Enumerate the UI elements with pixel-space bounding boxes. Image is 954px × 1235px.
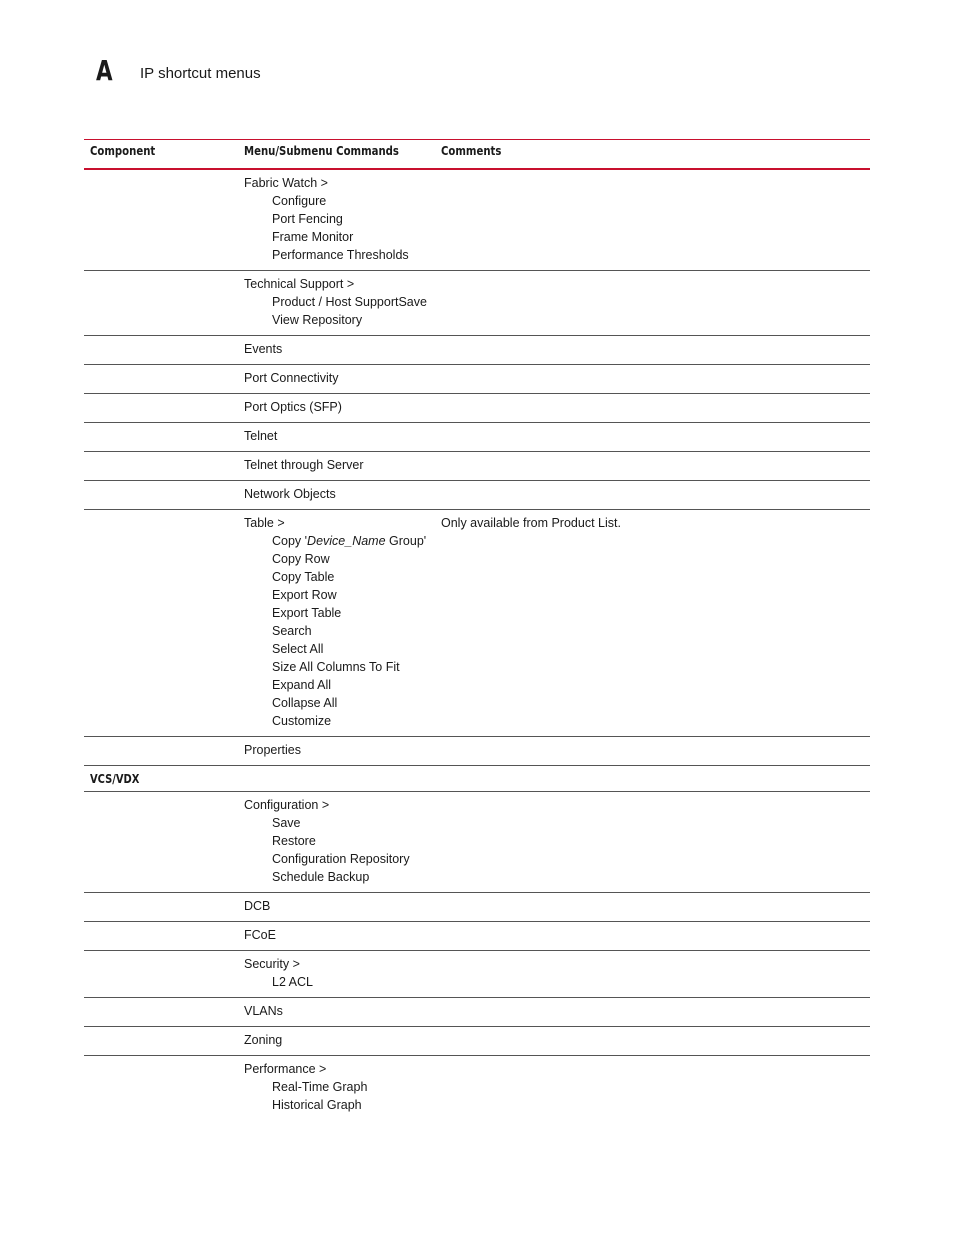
menu-command: Technical Support > <box>244 277 355 291</box>
table-row <box>84 510 870 737</box>
appendix-letter: A <box>96 54 113 87</box>
menu-command: Events <box>244 342 283 356</box>
table-row <box>84 452 870 481</box>
submenu-item: Save <box>272 816 301 830</box>
submenu-item: Copy Row <box>272 552 330 566</box>
submenu-item: Copy Table <box>272 570 335 584</box>
command-cell <box>84 170 870 270</box>
menu-command: FCoE <box>244 928 276 942</box>
submenu-item: Product / Host SupportSave <box>272 295 427 309</box>
submenu-item: Real-Time Graph <box>272 1080 368 1094</box>
command-cell <box>84 452 870 480</box>
menu-command: VLANs <box>244 1004 283 1018</box>
menu-command: Configuration > <box>244 798 330 812</box>
table-row <box>84 893 870 922</box>
submenu-item: Configuration Repository <box>272 852 410 866</box>
table-row <box>84 951 870 998</box>
table-row <box>84 922 870 951</box>
table-row <box>84 481 870 510</box>
command-cell <box>84 481 870 509</box>
submenu-item: Export Row <box>272 588 337 602</box>
menu-command: Fabric Watch > <box>244 176 328 190</box>
page-header-title: IP shortcut menus <box>140 65 261 82</box>
shortcut-menu-table <box>84 139 870 1120</box>
table-row <box>84 394 870 423</box>
command-cell <box>84 423 870 451</box>
menu-command: Table > <box>244 516 285 530</box>
command-cell <box>84 510 870 736</box>
submenu-item: Schedule Backup <box>272 870 370 884</box>
command-cell <box>84 922 870 950</box>
table-row <box>84 336 870 365</box>
column-header-comments: Comments <box>441 143 502 158</box>
submenu-item: L2 ACL <box>272 975 314 989</box>
menu-command: Performance > <box>244 1062 327 1076</box>
submenu-item: Export Table <box>272 606 342 620</box>
menu-command: Network Objects <box>244 487 336 501</box>
command-cell <box>84 336 870 364</box>
menu-command: Port Optics (SFP) <box>244 400 342 414</box>
submenu-item: Size All Columns To Fit <box>272 660 400 674</box>
table-header <box>84 139 870 170</box>
table-row <box>84 365 870 394</box>
command-cell <box>84 737 870 765</box>
menu-command: Telnet through Server <box>244 458 364 472</box>
command-cell <box>84 893 870 921</box>
submenu-item: Configure <box>272 194 327 208</box>
menu-command: Zoning <box>244 1033 283 1047</box>
column-header-component: Component <box>90 143 156 158</box>
table-row <box>84 1027 870 1056</box>
menu-command: Port Connectivity <box>244 371 339 385</box>
table-body <box>84 170 870 1120</box>
submenu-item: Port Fencing <box>272 212 343 226</box>
submenu-item: Customize <box>272 714 332 728</box>
submenu-item: View Repository <box>272 313 363 327</box>
table-row <box>84 1056 870 1120</box>
table-row <box>84 998 870 1027</box>
submenu-item: Copy 'Device_Name Group' <box>272 534 427 548</box>
submenu-item: Historical Graph <box>272 1098 362 1112</box>
command-cell <box>84 1027 870 1055</box>
table-row <box>84 170 870 271</box>
component-cell: VCS/VDX <box>90 771 140 786</box>
column-header-commands: Menu/Submenu Commands <box>244 143 399 158</box>
table-row <box>84 766 870 792</box>
menu-command: Security > <box>244 957 300 971</box>
menu-command: Telnet <box>244 429 278 443</box>
command-cell <box>84 394 870 422</box>
command-cell <box>84 998 870 1026</box>
submenu-item: Search <box>272 624 312 638</box>
submenu-item: Expand All <box>272 678 332 692</box>
comment-cell: Only available from Product List. <box>441 516 621 530</box>
command-cell <box>84 1056 870 1120</box>
table-row <box>84 737 870 766</box>
submenu-item: Performance Thresholds <box>272 248 409 262</box>
submenu-item: Select All <box>272 642 324 656</box>
menu-command: DCB <box>244 899 271 913</box>
table-row <box>84 423 870 452</box>
command-cell <box>84 271 870 335</box>
command-cell <box>84 365 870 393</box>
menu-command: Properties <box>244 743 301 757</box>
submenu-item: Frame Monitor <box>272 230 354 244</box>
submenu-item: Restore <box>272 834 316 848</box>
command-cell <box>84 951 870 997</box>
table-row <box>84 271 870 336</box>
command-cell <box>84 792 870 892</box>
table-row <box>84 792 870 893</box>
submenu-item: Collapse All <box>272 696 338 710</box>
